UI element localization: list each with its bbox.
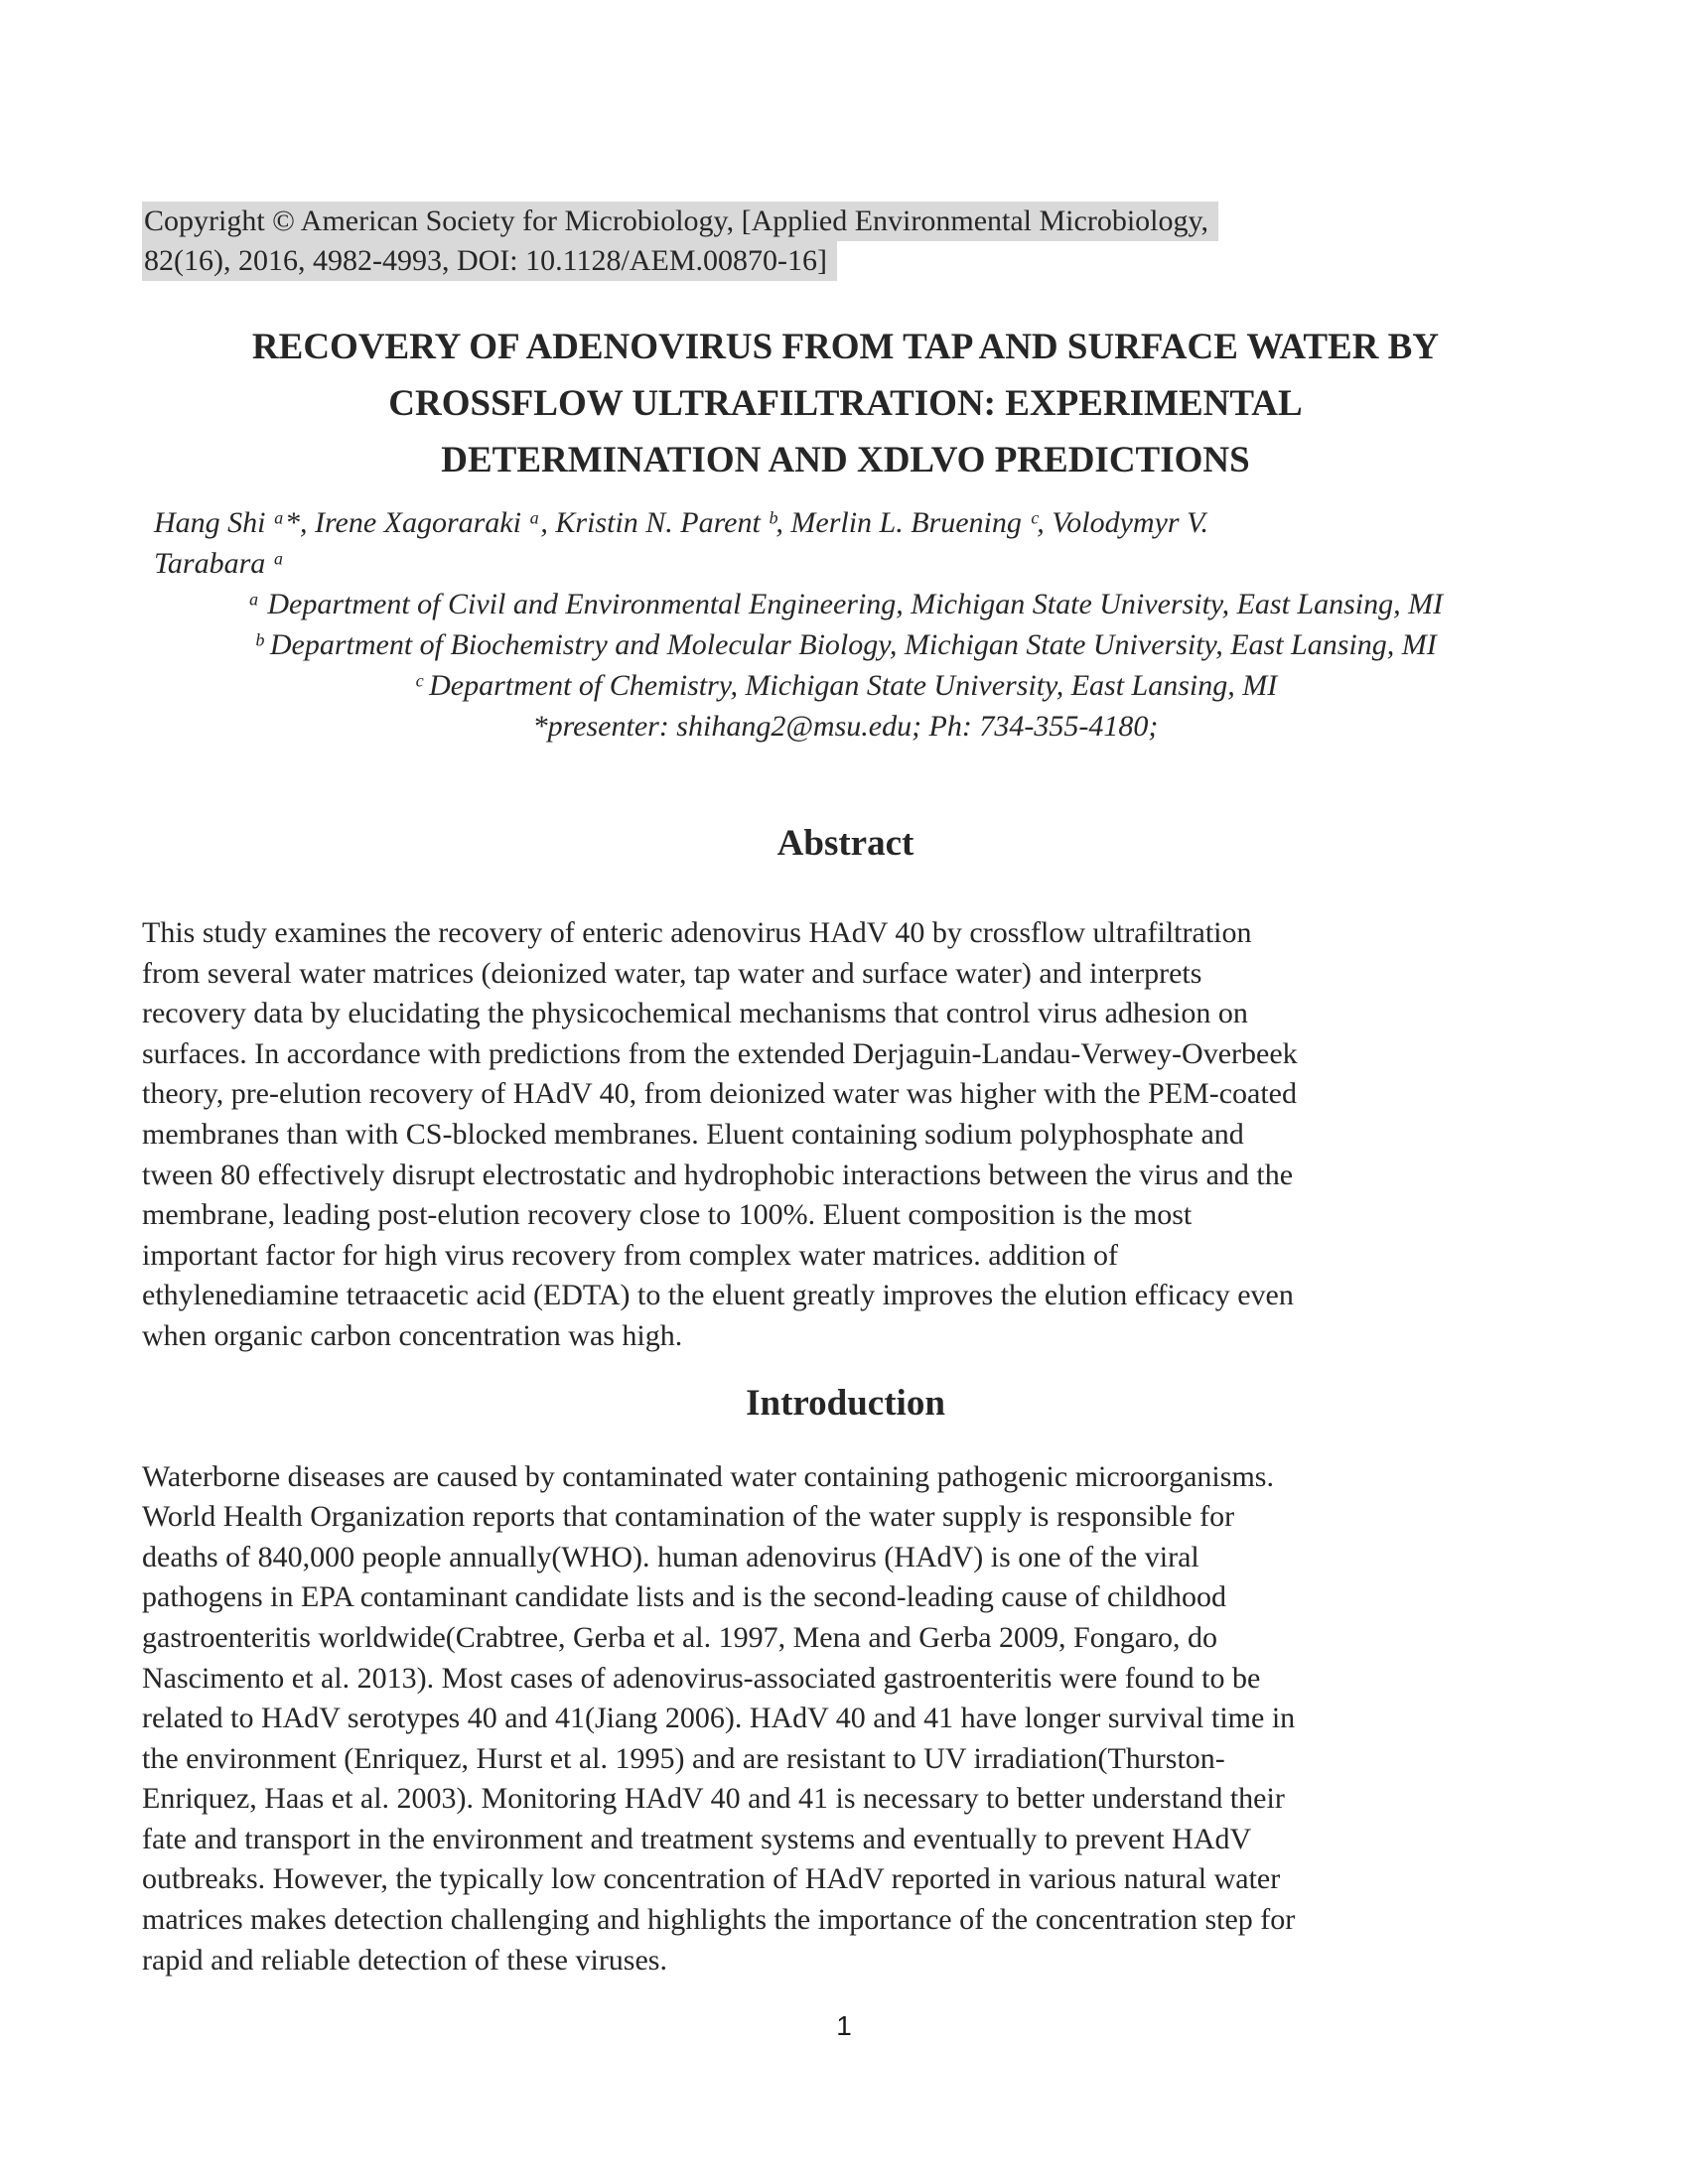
introduction-text-line: fate and transport in the environment and treatment systems and eventually to prevent HAdV: [142, 1822, 1252, 1855]
introduction-text-line: outbreaks. However, the typically low concentration of HAdV reported in various natural water: [142, 1862, 1281, 1896]
introduction-text-line: rapid and reliable detection of these viruses.: [142, 1943, 667, 1977]
page-number: 1: [836, 2010, 852, 2042]
introduction-heading: Introduction: [746, 1382, 945, 1424]
affiliation-line: ᵇ Department of Biochemistry and Molecular Biology, Michigan State University, East Lansing, MI: [254, 628, 1437, 661]
paper-title: [142, 319, 1549, 488]
introduction-text-line: matrices makes detection challenging and highlights the importance of the concentration step for: [142, 1903, 1296, 1937]
copyright-notice: [142, 202, 1549, 281]
abstract-text-line: membrane, leading post-elution recovery close to 100%. Eluent composition is the most: [142, 1198, 1193, 1232]
affiliation-line: ᶜ Department of Chemistry, Michigan State University, East Lansing, MI: [413, 669, 1278, 702]
abstract-text-line: from several water matrices (deionized water, tap water and surface water) and interprets: [142, 956, 1202, 990]
affiliation-list: [142, 584, 1549, 747]
author-list: [142, 502, 1549, 584]
abstract-text-line: ethylenediamine tetraacetic acid (EDTA) to the eluent greatly improves the elution efficacy even: [142, 1279, 1294, 1312]
introduction-text-line: deaths of 840,000 people annually(WHO). human adenovirus (HAdV) is one of the viral: [142, 1540, 1199, 1573]
abstract-heading: Abstract: [776, 823, 914, 864]
copyright-line: 82(16), 2016, 4982-4993, DOI: 10.1128/AEM.00870-16]: [142, 241, 837, 281]
paper-title-line: DETERMINATION AND XDLVO PREDICTIONS: [441, 440, 1250, 480]
introduction-text-line: Enriquez, Haas et al. 2003). Monitoring HAdV 40 and 41 is necessary to better understand their: [142, 1782, 1285, 1816]
author-line: Hang Shi ᵃ*, Irene Xagoraraki ᵃ, Kristin N. Parent ᵇ, Merlin L. Bruening ᶜ, Volodymyr V.: [154, 506, 1209, 539]
introduction-text-line: Nascimento et al. 2013). Most cases of adenovirus-associated gastroenteritis were found to be: [142, 1661, 1261, 1695]
abstract-text: [142, 913, 1549, 1357]
introduction-text-line: gastroenteritis worldwide(Crabtree, Gerba et al. 1997, Mena and Gerba 2009, Fongaro, do: [142, 1620, 1218, 1654]
affiliation-line: *presenter: shihang2@msu.edu; Ph: 734-355-4180;: [532, 710, 1159, 743]
abstract-text-line: when organic carbon concentration was high.: [142, 1318, 683, 1352]
copyright-line: Copyright © American Society for Microbiology, [Applied Environmental Microbiology,: [142, 202, 1218, 241]
page-content: [142, 202, 1549, 1980]
introduction-text-line: related to HAdV serotypes 40 and 41(Jiang 2006). HAdV 40 and 41 have longer survival time in: [142, 1702, 1296, 1735]
abstract-text-line: membranes than with CS-blocked membranes. Eluent containing sodium polyphosphate and: [142, 1117, 1244, 1151]
abstract-text-line: theory, pre-elution recovery of HAdV 40, from deionized water was higher with the PEM-coated: [142, 1077, 1297, 1111]
affiliation-line: ᵃ Department of Civil and Environmental Engineering, Michigan State University, East Lansing, MI: [247, 588, 1444, 620]
introduction-text-line: Waterborne diseases are caused by contaminated water containing pathogenic microorganisms.: [142, 1459, 1274, 1493]
paper-title-line: RECOVERY OF ADENOVIRUS FROM TAP AND SURFACE WATER BY: [251, 327, 1440, 367]
introduction-text: [142, 1457, 1549, 1981]
abstract-text-line: recovery data by elucidating the physicochemical mechanisms that control virus adhesion on: [142, 997, 1248, 1030]
abstract-text-line: important factor for high virus recovery from complex water matrices. addition of: [142, 1238, 1118, 1272]
abstract-text-line: surfaces. In accordance with predictions from the extended Derjaguin-Landau-Verwey-Overbeek: [142, 1036, 1298, 1070]
author-line: Tarabara ᵃ: [154, 547, 285, 580]
introduction-text-line: the environment (Enriquez, Hurst et al. 1995) and are resistant to UV irradiation(Thurston-: [142, 1741, 1225, 1775]
introduction-text-line: pathogens in EPA contaminant candidate lists and is the second-leading cause of childhood: [142, 1580, 1226, 1614]
abstract-text-line: tween 80 effectively disrupt electrostatic and hydrophobic interactions between the virus and the: [142, 1158, 1294, 1191]
introduction-text-line: World Health Organization reports that contamination of the water supply is responsible for: [142, 1500, 1235, 1534]
paper-title-line: CROSSFLOW ULTRAFILTRATION: EXPERIMENTAL: [388, 383, 1303, 424]
abstract-text-line: This study examines the recovery of enteric adenovirus HAdV 40 by crossflow ultrafiltration: [142, 916, 1252, 949]
